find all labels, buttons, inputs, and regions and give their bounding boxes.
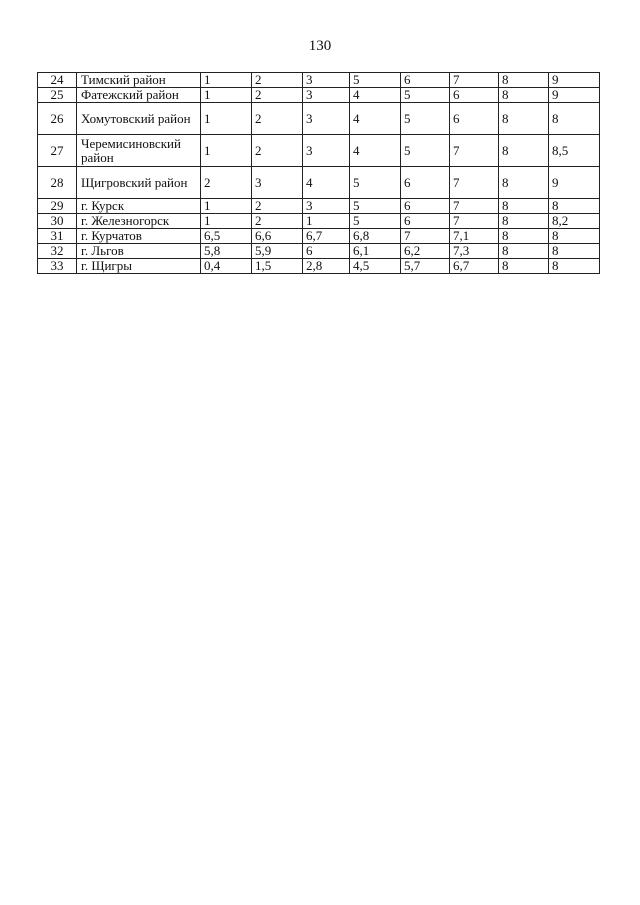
value-cell: 6 <box>450 88 499 103</box>
table-row <box>38 88 600 103</box>
value-cell: 5 <box>401 103 450 135</box>
row-number: 33 <box>38 259 77 274</box>
value-cell: 8 <box>499 88 549 103</box>
value-cell: 5 <box>350 73 401 88</box>
value-cell: 8 <box>499 199 549 214</box>
value-cell: 7 <box>401 229 450 244</box>
value-cell: 9 <box>549 88 600 103</box>
value-cell: 2 <box>252 199 303 214</box>
region-name: г. Железногорск <box>77 214 201 229</box>
row-number: 24 <box>38 73 77 88</box>
region-name: Черемисиновский район <box>77 135 201 167</box>
value-cell: 8 <box>549 199 600 214</box>
value-cell: 3 <box>303 88 350 103</box>
value-cell: 6 <box>401 167 450 199</box>
value-cell: 2 <box>201 167 252 199</box>
value-cell: 8 <box>499 73 549 88</box>
region-name: Тимский район <box>77 73 201 88</box>
value-cell: 8 <box>499 214 549 229</box>
value-cell: 6,7 <box>450 259 499 274</box>
value-cell: 4 <box>303 167 350 199</box>
value-cell: 4 <box>350 135 401 167</box>
value-cell: 5 <box>350 214 401 229</box>
row-number: 29 <box>38 199 77 214</box>
value-cell: 6 <box>401 73 450 88</box>
value-cell: 8 <box>499 259 549 274</box>
value-cell: 5,9 <box>252 244 303 259</box>
value-cell: 8 <box>499 103 549 135</box>
value-cell: 6,5 <box>201 229 252 244</box>
value-cell: 1 <box>201 73 252 88</box>
region-name: Щигровский район <box>77 167 201 199</box>
value-cell: 1 <box>201 135 252 167</box>
row-number: 27 <box>38 135 77 167</box>
value-cell: 9 <box>549 167 600 199</box>
value-cell: 7,1 <box>450 229 499 244</box>
table-row <box>38 259 600 274</box>
value-cell: 6 <box>303 244 350 259</box>
value-cell: 6,1 <box>350 244 401 259</box>
table-row <box>38 244 600 259</box>
value-cell: 3 <box>303 135 350 167</box>
value-cell: 2 <box>252 135 303 167</box>
table-row <box>38 167 600 199</box>
row-number: 32 <box>38 244 77 259</box>
value-cell: 2,8 <box>303 259 350 274</box>
value-cell: 7 <box>450 167 499 199</box>
table-row <box>38 199 600 214</box>
value-cell: 8 <box>499 167 549 199</box>
value-cell: 6,6 <box>252 229 303 244</box>
value-cell: 4 <box>350 103 401 135</box>
value-cell: 8 <box>499 135 549 167</box>
region-name: г. Курчатов <box>77 229 201 244</box>
value-cell: 3 <box>303 73 350 88</box>
value-cell: 4 <box>350 88 401 103</box>
table-row <box>38 214 600 229</box>
row-number: 30 <box>38 214 77 229</box>
region-name: г. Курск <box>77 199 201 214</box>
value-cell: 1 <box>201 88 252 103</box>
region-name: г. Льгов <box>77 244 201 259</box>
value-cell: 3 <box>252 167 303 199</box>
value-cell: 8 <box>499 229 549 244</box>
value-cell: 8,2 <box>549 214 600 229</box>
value-cell: 7 <box>450 214 499 229</box>
value-cell: 3 <box>303 103 350 135</box>
value-cell: 8 <box>499 244 549 259</box>
value-cell: 5,7 <box>401 259 450 274</box>
table-row <box>38 103 600 135</box>
value-cell: 5 <box>401 135 450 167</box>
region-name: г. Щигры <box>77 259 201 274</box>
value-cell: 2 <box>252 103 303 135</box>
table-row <box>38 135 600 167</box>
value-cell: 8 <box>549 103 600 135</box>
value-cell: 7 <box>450 199 499 214</box>
value-cell: 1 <box>201 103 252 135</box>
value-cell: 8,5 <box>549 135 600 167</box>
value-cell: 2 <box>252 88 303 103</box>
indicator-table <box>37 72 600 274</box>
row-number: 26 <box>38 103 77 135</box>
value-cell: 5 <box>401 88 450 103</box>
value-cell: 1 <box>303 214 350 229</box>
value-cell: 7 <box>450 73 499 88</box>
value-cell: 6 <box>401 199 450 214</box>
region-name: Хомутовский район <box>77 103 201 135</box>
value-cell: 5,8 <box>201 244 252 259</box>
value-cell: 8 <box>549 229 600 244</box>
region-name: Фатежский район <box>77 88 201 103</box>
value-cell: 7 <box>450 135 499 167</box>
value-cell: 6,2 <box>401 244 450 259</box>
page-number: 130 <box>308 38 332 54</box>
table-row <box>38 229 600 244</box>
value-cell: 8 <box>549 244 600 259</box>
value-cell: 1 <box>201 199 252 214</box>
value-cell: 6 <box>401 214 450 229</box>
value-cell: 1 <box>201 214 252 229</box>
value-cell: 8 <box>549 259 600 274</box>
value-cell: 0,4 <box>201 259 252 274</box>
row-number: 28 <box>38 167 77 199</box>
value-cell: 6,7 <box>303 229 350 244</box>
value-cell: 5 <box>350 199 401 214</box>
row-number: 31 <box>38 229 77 244</box>
value-cell: 4,5 <box>350 259 401 274</box>
value-cell: 2 <box>252 73 303 88</box>
row-number: 25 <box>38 88 77 103</box>
value-cell: 3 <box>303 199 350 214</box>
value-cell: 9 <box>549 73 600 88</box>
value-cell: 2 <box>252 214 303 229</box>
value-cell: 6,8 <box>350 229 401 244</box>
table-row <box>38 73 600 88</box>
value-cell: 6 <box>450 103 499 135</box>
value-cell: 7,3 <box>450 244 499 259</box>
value-cell: 1,5 <box>252 259 303 274</box>
value-cell: 5 <box>350 167 401 199</box>
